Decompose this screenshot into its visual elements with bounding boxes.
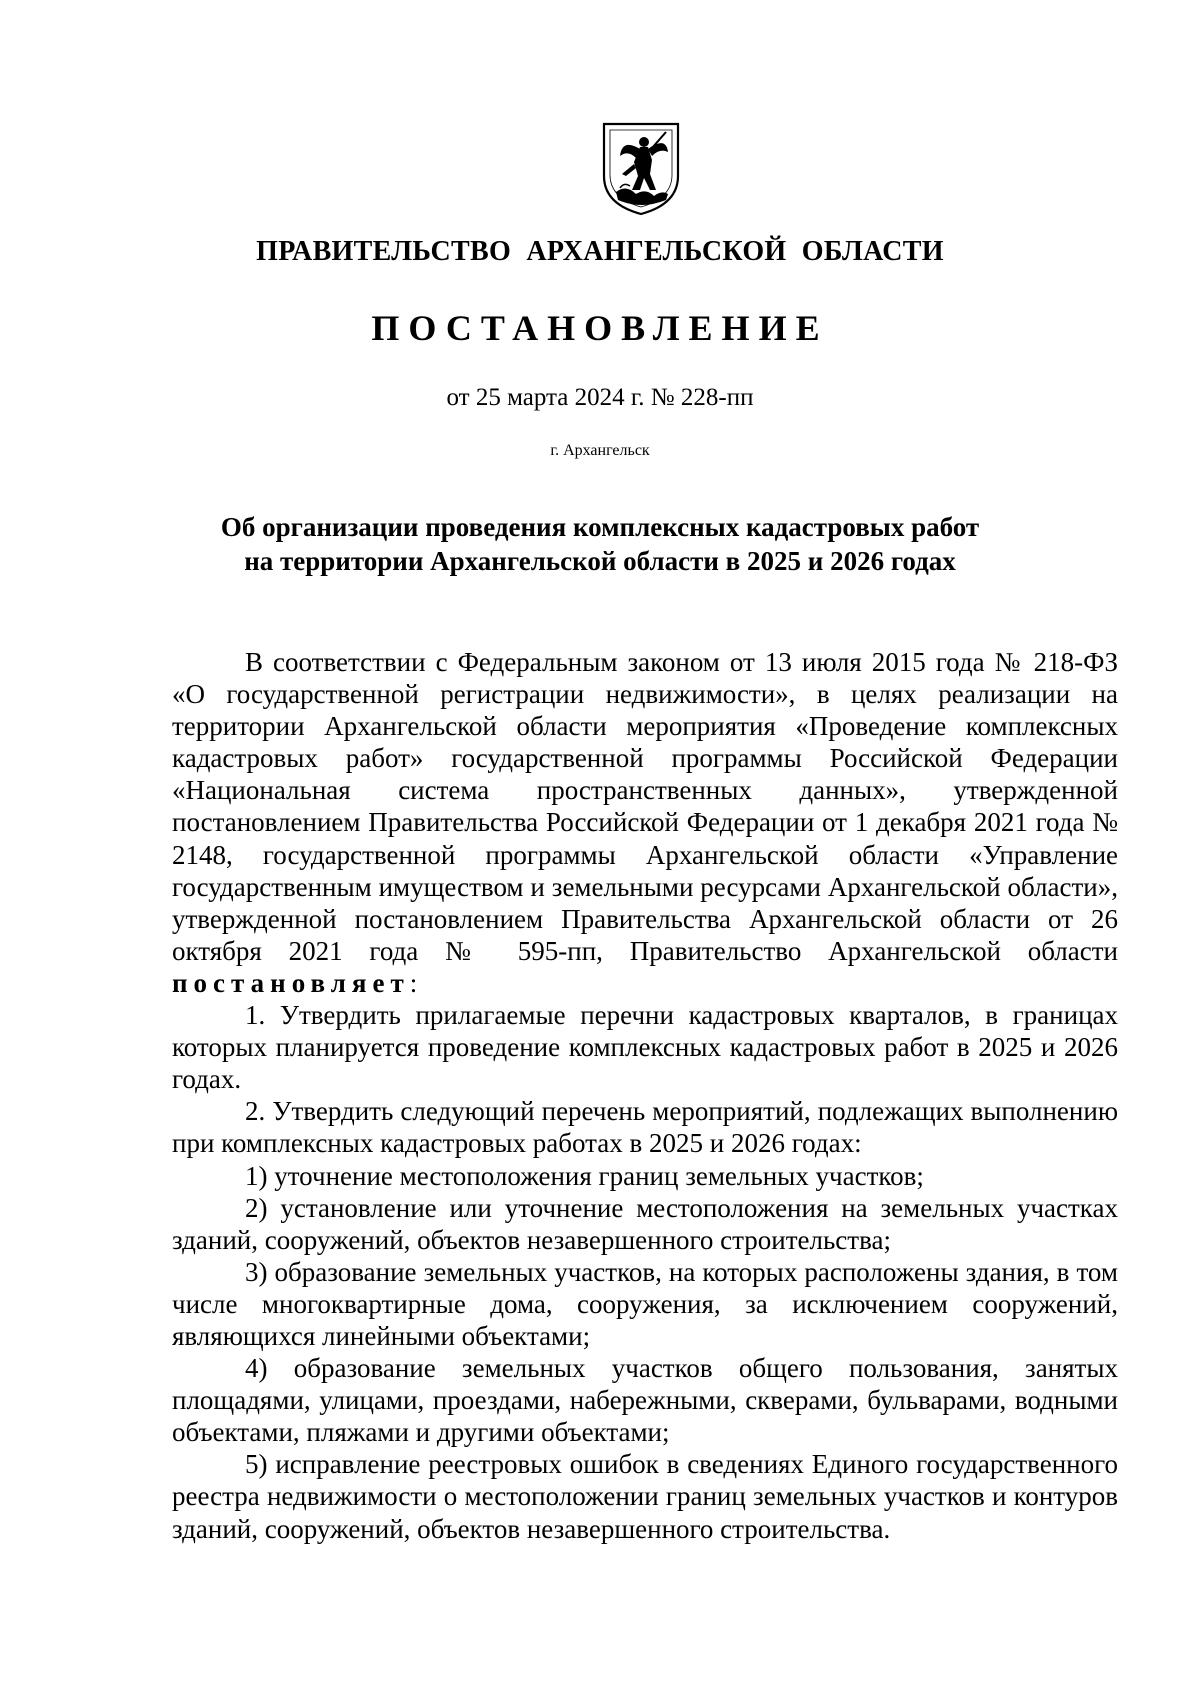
- subitem-3: 3) образование земельных участков, на которых расположены здания, в том числе многоквартирные дома, сооружения, за исключением сооружений, являющихся линейными объектами;: [172, 1256, 1118, 1351]
- subitem-4: 4) образование земельных участков общего пользования, занятых площадями, улицами, проездами, набережными, скверами, бульварами, водными объектами, пляжами и другими объектами;: [172, 1353, 1118, 1448]
- date-and-number: от 25 марта 2024 г. № 228-пп: [446, 384, 754, 411]
- arkhangelsk-coat-of-arms-icon: [596, 118, 686, 218]
- document-body: [172, 646, 1118, 1545]
- government-name: ПРАВИТЕЛЬСТВО АРХАНГЕЛЬСКОЙ ОБЛАСТИ: [256, 236, 944, 267]
- subitem-5: 5) исправление реестровых ошибок в сведениях Единого государственного реестра недвижимости о местоположении границ земельных участков и контуров зданий, сооружений, объектов незавершенного строительства.: [172, 1449, 1118, 1544]
- preamble-text: В соответствии с Федеральным законом от 13 июля 2015 года № 218-ФЗ «О государственной регистрации недвижимости», в целях реализации на территории Архангельской области мероприятия «Проведение комплексных кадастровых работ» государственной программы Российской Федерации «Национальная система пространственных данных», утвержденной постановлением Правительства Российской Федерации от 1 декабря 2021 года № 2148, государственной программы Архангельской области «Управление государственным имуществом и земельными ресурсами Архангельской области», утвержденной постановлением Правительства Архангельской области от 26 октября 2021 года № 595-пп, Правительство Архангельской области: [172, 647, 1118, 966]
- item-1: 1. Утвердить прилагаемые перечни кадастровых кварталов, в границах которых планируется проведение комплексных кадастровых работ в 2025 и 2026 годах.: [172, 1000, 1118, 1095]
- item-2: 2. Утвердить следующий перечень мероприятий, подлежащих выполнению при комплексных кадастровых работах в 2025 и 2026 годах:: [172, 1096, 1118, 1159]
- title-line-2: на территории Архангельской области в 2025 и 2026 годах: [244, 546, 956, 576]
- document-type: ПОСТАНОВЛЕНИЕ: [371, 308, 829, 348]
- document-title: [100, 510, 1100, 578]
- subitem-2: 2) установление или уточнение местоположения на земельных участках зданий, сооружений, объектов незавершенного строительства;: [172, 1192, 1118, 1255]
- subitem-1: 1) уточнение местоположения границ земельных участков;: [245, 1160, 924, 1191]
- title-line-1: Об организации проведения комплексных кадастровых работ: [220, 512, 980, 542]
- city: г. Архангельск: [550, 442, 650, 459]
- preamble-paragraph: [172, 646, 1118, 999]
- resolves-colon: :: [409, 967, 418, 998]
- resolves-word: постановляет: [172, 967, 410, 998]
